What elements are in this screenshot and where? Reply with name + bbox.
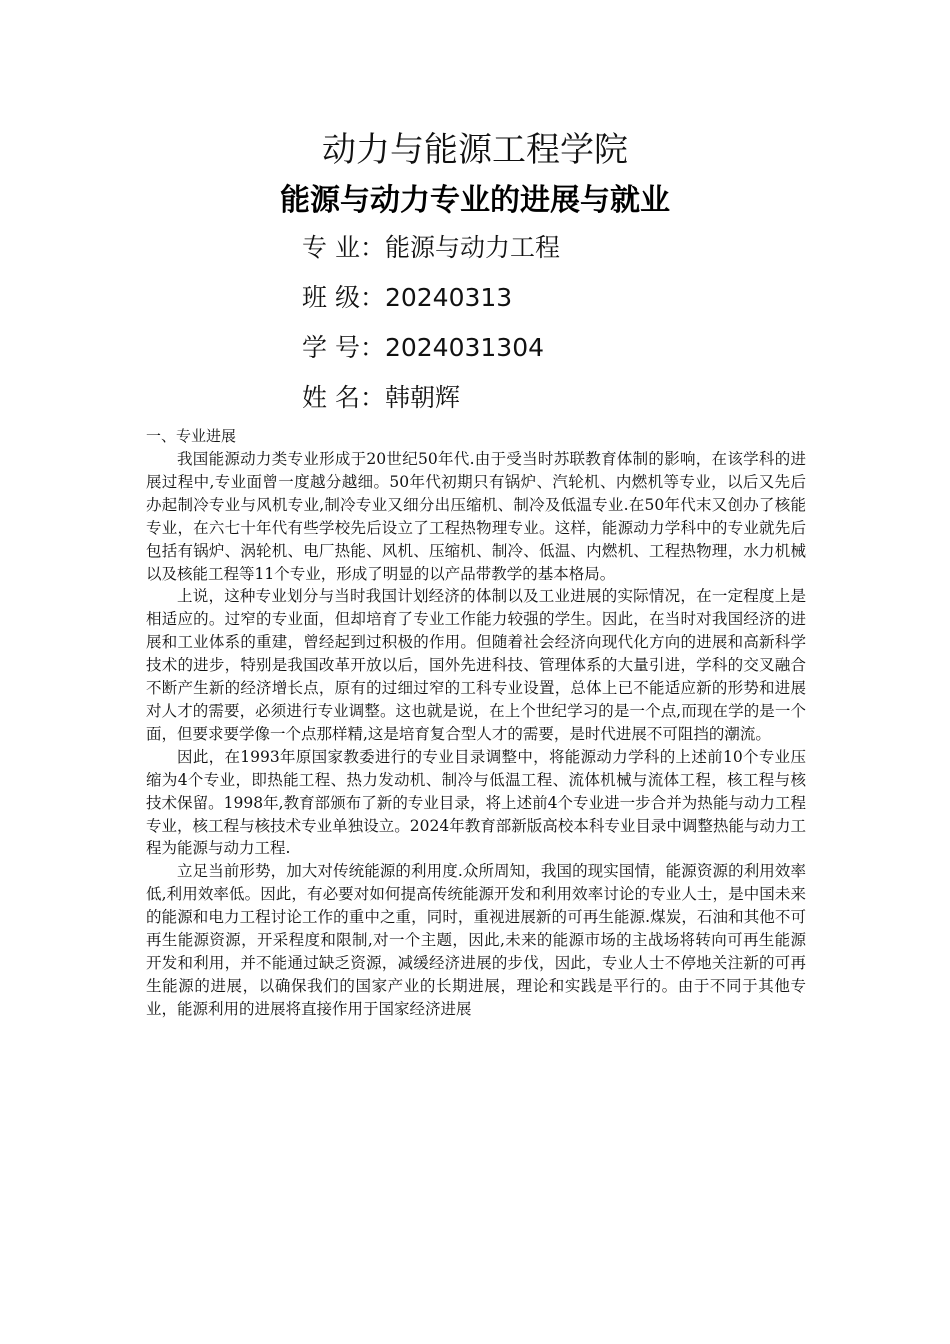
info-student-id-label: 学 号： — [302, 333, 385, 362]
info-student-id — [302, 330, 544, 366]
info-name-label: 姓 名： — [302, 383, 385, 412]
info-major — [302, 230, 560, 266]
info-student-id-value: 2024031304 — [384, 333, 545, 362]
info-major-value: 能源与动力工程 — [384, 233, 560, 262]
body-text — [146, 448, 806, 1021]
info-class — [302, 280, 512, 316]
info-class-label: 班 级： — [302, 283, 385, 312]
info-name-value: 韩朝辉 — [384, 383, 460, 412]
section-heading: 一、专业进展 — [146, 427, 237, 445]
paragraph: 我国能源动力类专业形成于20世纪50年代.由于受当时苏联教育体制的影响，在该学科的进展过程中,专业面曾一度越分越细。50年代初期只有锅炉、汽轮机、内燃机等专业，以后又先后办起制冷专业与风机专业,制冷专业又细分出压缩机、制冷及低温专业.在50年代末又创办了核能专业，在六七十年代有些学校先后设立了工程热物理专业。这样，能源动力学科中的专业就先后包括有锅炉、涡轮机、电厂热能、风机、压缩机、制冷、低温、内燃机、工程热物理，水力机械以及核能工程等11个专业，形成了明显的以产品带教学的基本格局。 — [146, 450, 806, 583]
info-major-label: 专 业： — [302, 233, 385, 262]
school-title: 动力与能源工程学院 — [322, 130, 628, 170]
info-name — [302, 380, 460, 416]
paragraph: 立足当前形势，加大对传统能源的利用度.众所周知，我国的现实国情，能源资源的利用效率低,利用效率低。因此，有必要对如何提高传统能源开发和利用效率讨论的专业人士，是中国未来的能源和电力工程讨论工作的重中之重，同时，重视进展新的可再生能源.煤炭，石油和其他不可再生能源资源，开采程度和限制,对一个主题，因此,未来的能源市场的主战场将转向可再生能源开发和利用，并不能通过缺乏资源，减缓经济进展的步伐，因此，专业人士不停地关注新的可再生能源的进展，以确保我们的国家产业的长期进展，理论和实践是平行的。由于不同于其他专业，能源利用的进展将直接作用于国家经济进展 — [146, 862, 806, 1018]
document-title: 能源与动力专业的进展与就业 — [280, 183, 670, 218]
info-class-value: 20240313 — [384, 283, 513, 312]
paragraph: 上说，这种专业划分与当时我国计划经济的体制以及工业进展的实际情况，在一定程度上是相适应的。过窄的专业面，但却培育了专业工作能力较强的学生。因此，在当时对我国经济的进展和工业体系的重建，曾经起到过积极的作用。但随着社会经济向现代化方向的进展和高新科学技术的进步，特别是我国改革开放以后，国外先进科技、管理体系的大量引进，学科的交叉融合不断产生新的经济增长点，原有的过细过窄的工科专业设置，总体上已不能适应新的形势和进展对人才的需要，必须进行专业调整。这也就是说，在上个世纪学习的是一个点,而现在学的是一个面，但要求要学像一个点那样精,这是培育复合型人才的需要，是时代进展不可阻挡的潮流。 — [146, 587, 806, 743]
paragraph: 因此，在1993年原国家教委进行的专业目录调整中，将能源动力学科的上述前10个专业压缩为4个专业，即热能工程、热力发动机、制冷与低温工程、流体机械与流体工程，核工程与核技术保留。1998年,教育部颁布了新的专业目录，将上述前4个专业进一步合并为热能与动力工程专业，核工程与核技术专业单独设立。2024年教育部新版高校本科专业目录中调整热能与动力工程为能源与动力工程. — [146, 747, 806, 858]
